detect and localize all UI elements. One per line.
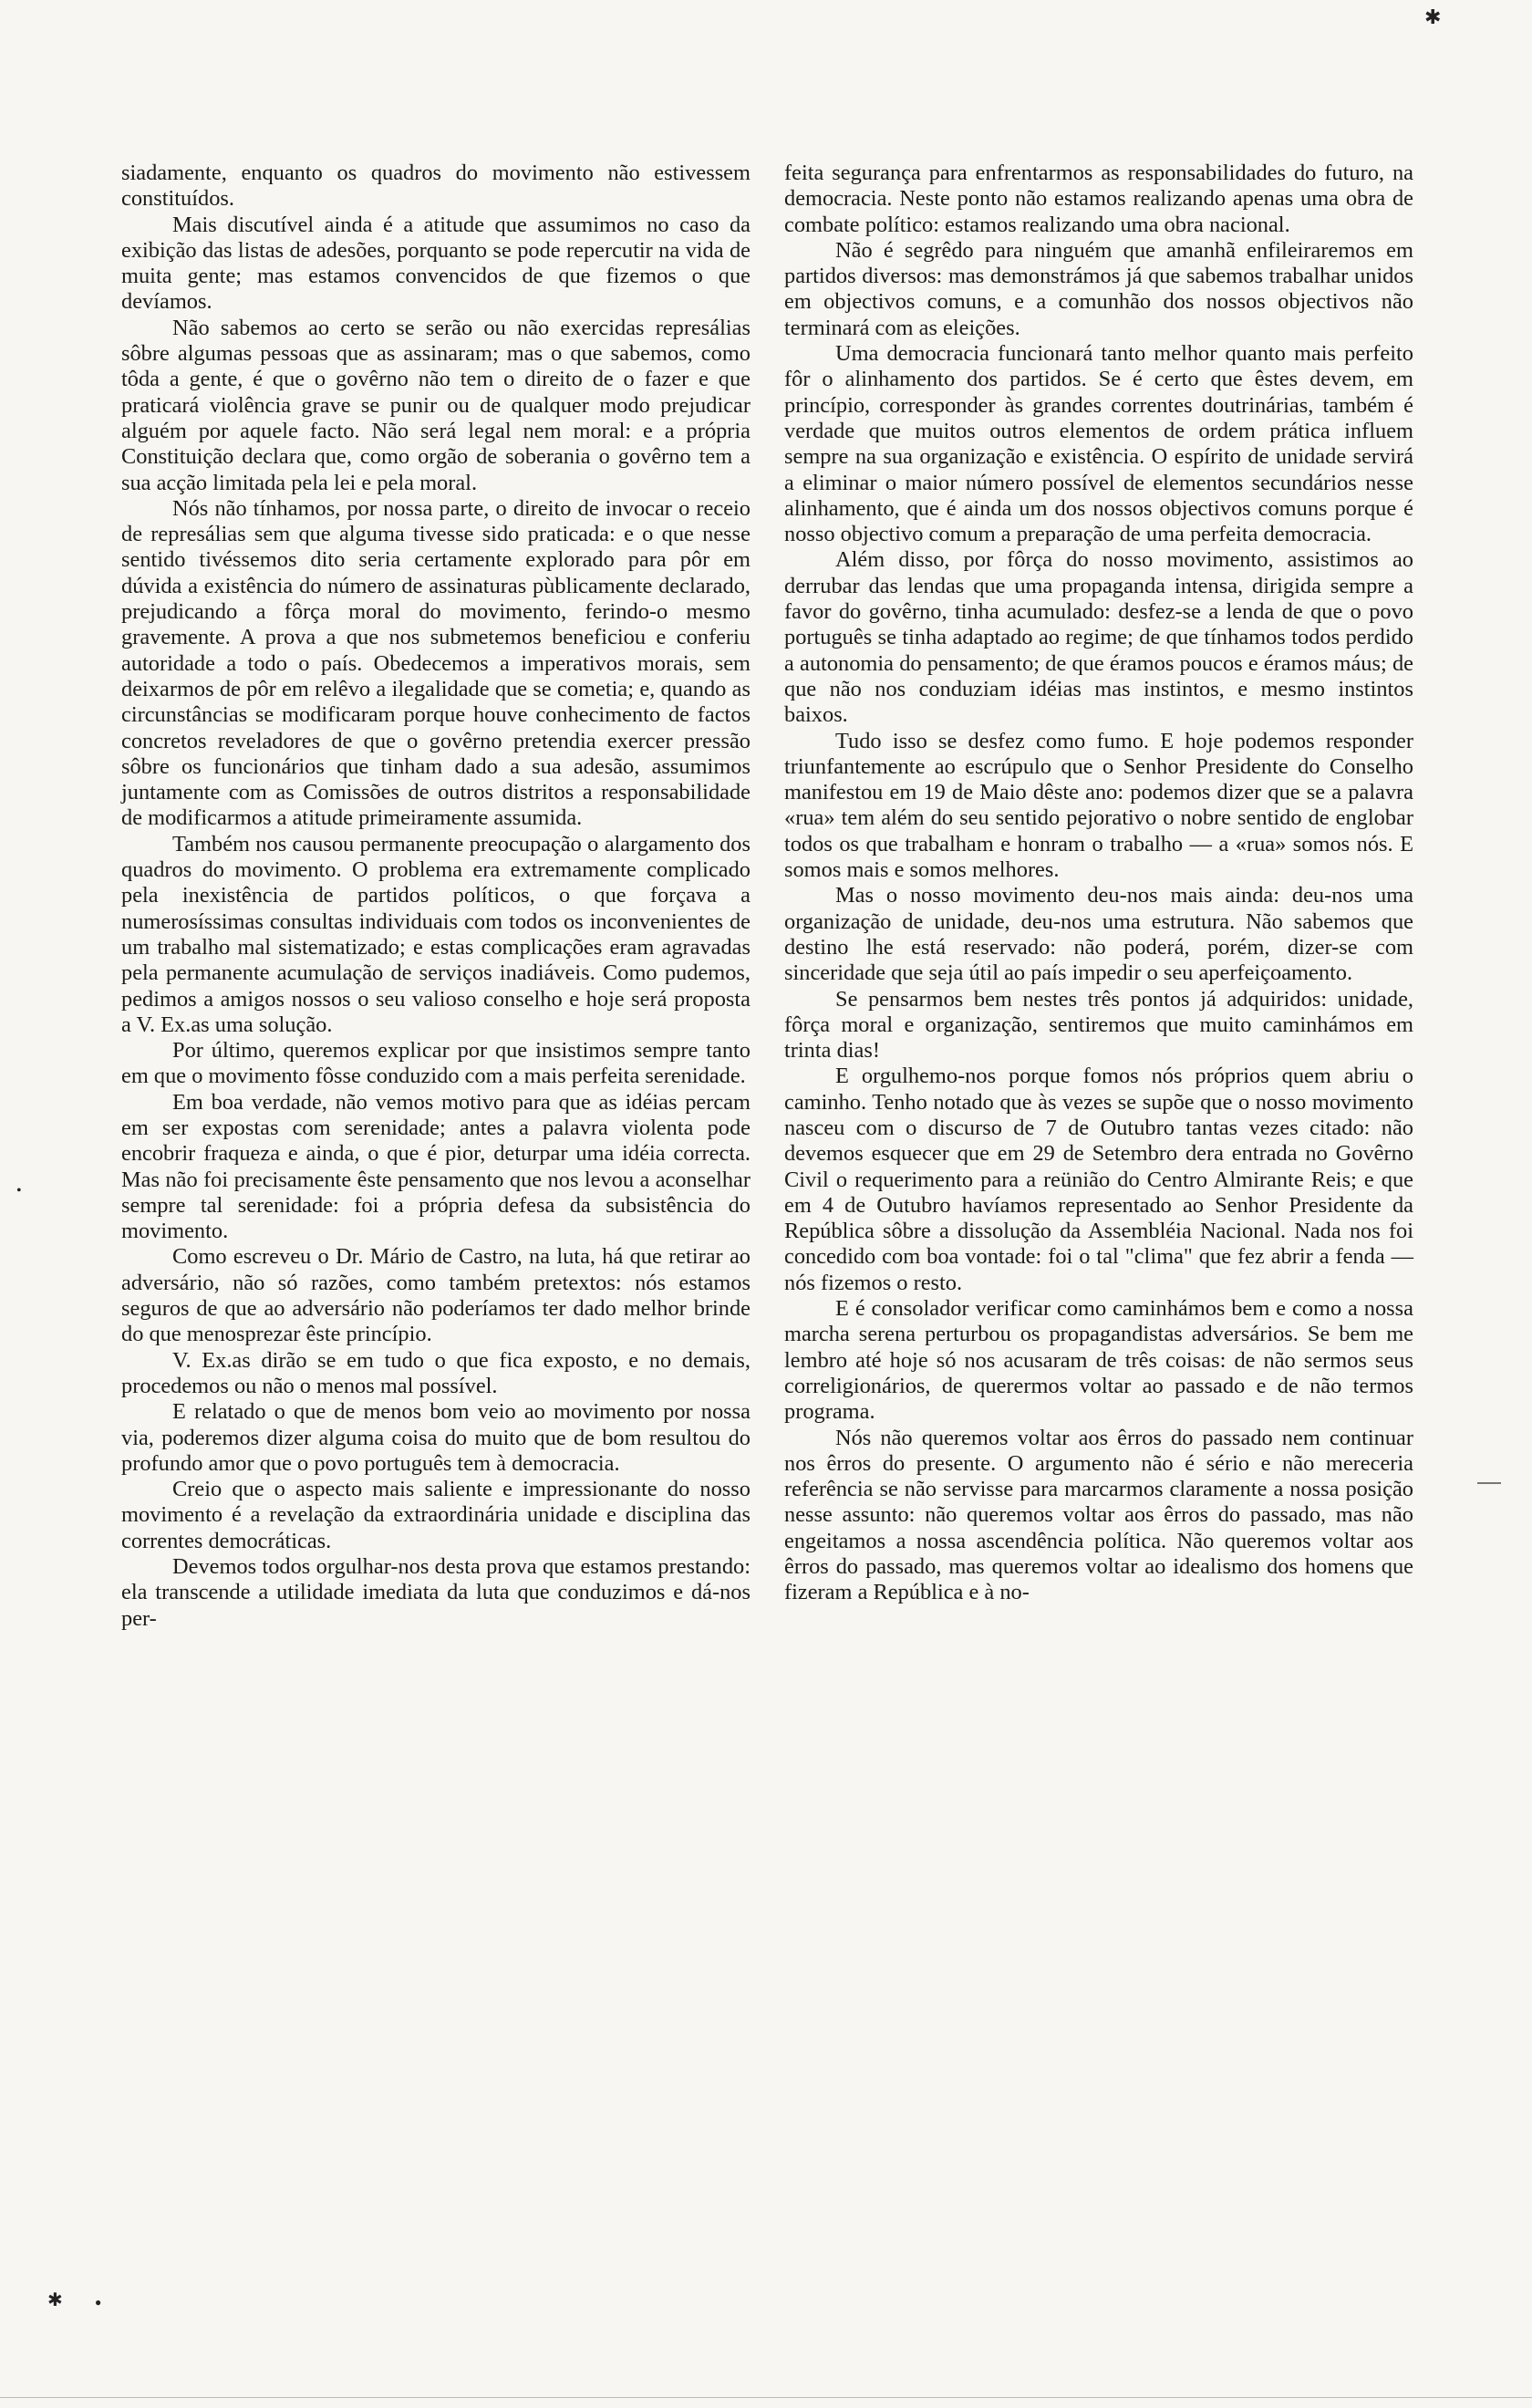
paragraph: Uma democracia funcionará tanto melhor quanto mais perfeito fôr o alinhamento dos partidos. Se é certo que êstes devem, em princípio, corresponder às grandes correntes doutrinárias, também é verdade que muitos outros elementos de ordem prática influem sempre na sua organização e existência. O espírito de unidade servirá a eliminar o maior número possível de elementos secundários nesse alinhamento, que é ainda um dos nossos objectivos comuns porque é nosso objectivo comum a preparação de uma perfeita democracia. xyxy=(784,341,1413,547)
paragraph: Como escreveu o Dr. Mário de Castro, na luta, há que retirar ao adversário, não só razões, como também pretextos: nós estamos seguros de que ao adversário não poderíamos ter dado melhor brinde do que menosprezar êste princípio. xyxy=(121,1244,750,1347)
paragraph: Além disso, por fôrça do nosso movimento, assistimos ao derrubar das lendas que uma propaganda intensa, dirigida sempre a favor do govêrno, tinha acumulado: desfez-se a lenda de que o povo português se tinha adaptado ao regime; de que tínhamos todos perdido a autonomia do pensamento; de que éramos poucos e éramos máus; de que não nos conduziam idéias mas instintos, e mesmo instintos baixos. xyxy=(784,547,1413,728)
paragraph: Não sabemos ao certo se serão ou não exercidas represálias sôbre algumas pessoas que as assinaram; mas o que sabemos, como tôda a gente, é que o govêrno não tem o direito de o fazer e que praticará violência grave se punir ou de qualquer modo prejudicar alguém por aquele facto. Não será legal nem moral: e a própria Constituição declara que, como orgão de soberania o govêrno tem a sua acção limitada pela lei e pela moral. xyxy=(121,315,750,495)
paragraph: siadamente, enquanto os quadros do movimento não estivessem constituídos. xyxy=(121,161,750,212)
paragraph: feita segurança para enfrentarmos as responsabilidades do futuro, na democracia. Neste ponto não estamos realizando apenas uma obra de combate político: estamos realizando uma obra nacional. xyxy=(784,161,1413,237)
ink-dot-icon: ● xyxy=(95,2296,102,2309)
text-column-left xyxy=(121,161,750,1632)
paragraph: Tudo isso se desfez como fumo. E hoje podemos responder triunfantemente ao escrúpulo que o Senhor Presidente do Conselho manifestou em 19 de Maio dêste ano: podemos dizer que se a palavra «rua» tem além do seu sentido pejorativo o nobre sentido de englobar todos os que trabalham e honram o trabalho — a «rua» somos nós. E somos mais e somos melhores. xyxy=(784,728,1413,883)
paragraph: Também nos causou permanente preocupação o alargamento dos quadros do movimento. O problema era extremamente complicado pela inexistência de partidos políticos, o que forçava a numerosíssimas consultas individuais com todos os inconvenientes de um trabalho mal sistematizado; e estas complicações eram agravadas pela permanente acumulação de serviços inadiáveis. Como pudemos, pedimos a amigos nossos o seu valioso conselho e hoje será proposta a V. Ex.as uma solução. xyxy=(121,831,750,1037)
page-bottom-edge xyxy=(0,2397,1532,2398)
ink-spot-icon: ✱ xyxy=(1424,5,1442,28)
ink-dot-icon: • xyxy=(16,1183,22,1199)
paragraph: V. Ex.as dirão se em tudo o que fica exposto, e no demais, procedemos ou não o menos mal possível. xyxy=(121,1347,750,1398)
paragraph: Não é segrêdo para ninguém que amanhã enfileiraremos em partidos diversos: mas demonstrámos já que sabemos trabalhar unidos em objectivos comuns, e a comunhão dos nossos objectivos não terminará com as eleições. xyxy=(784,237,1413,340)
paragraph: Creio que o aspecto mais saliente e impressionante do nosso movimento é a revelação da extraordinária unidade e disciplina das correntes democráticas. xyxy=(121,1477,750,1553)
text-column-right xyxy=(784,161,1413,1606)
paragraph: Por último, queremos explicar por que insistimos sempre tanto em que o movimento fôsse conduzido com a mais perfeita serenidade. xyxy=(121,1038,750,1089)
paragraph: Nós não tínhamos, por nossa parte, o direito de invocar o receio de represálias sem que alguma tivesse sido praticada: e o que nesse sentido tivéssemos dito seria certamente explorado para pôr em dúvida a existência do número de assinaturas pùblicamente declarado, prejudicando a fôrça moral do movimento, ferindo-o mesmo gravemente. A prova a que nos submetemos beneficiou e conferiu autoridade a todo o país. Obedecemos a imperativos morais, sem deixarmos de pôr em relêvo a ilegalidade que se cometia; e, quando as circunstâncias se modificaram porque houve conhecimento de factos concretos reveladores de que o govêrno pretendia exercer pressão sôbre os funcionários que tinham dado a sua adesão, assumimos juntamente com as Comissões de outros distritos a responsabilidade de modificarmos a atitude primeiramente assumida. xyxy=(121,495,750,831)
paragraph: Nós não queremos voltar aos êrros do passado nem continuar nos êrros do presente. O argumento não é sério e não mereceria referência se não servisse para marcarmos claramente a nossa posição nesse assunto: não queremos voltar aos êrros do passado, mas não engeitamos a nossa ascendência política. Não queremos voltar aos êrros do passado, mas queremos voltar ao idealismo dos homens que fizeram a República e à no- xyxy=(784,1425,1413,1605)
paragraph: E orgulhemo-nos porque fomos nós próprios quem abriu o caminho. Tenho notado que às vezes se supõe que o nosso movimento nasceu com o discurso de 7 de Outubro tantas vezes citado: não devemos esquecer que em 29 de Setembro dera entrada no Govêrno Civil o requerimento para a reünião do Centro Almirante Reis; e que em 4 de Outubro havíamos representado ao Senhor Presidente da República sôbre a dissolução da Assembléia Nacional. Nada nos foi concedido com boa vontade: foi o tal "clima" que fez abrir a fenda — nós fizemos o resto. xyxy=(784,1064,1413,1295)
ink-spot-icon: ✱ xyxy=(47,2290,63,2310)
paragraph: Mais discutível ainda é a atitude que assumimos no caso da exibição das listas de adesões, porquanto se pode repercutir na vida de muita gente; mas estamos convencidos de que fizemos o que devíamos. xyxy=(121,212,750,315)
paragraph: Se pensarmos bem nestes três pontos já adquiridos: unidade, fôrça moral e organização, sentiremos que muito caminhámos em trinta dias! xyxy=(784,986,1413,1064)
edge-dash-mark xyxy=(1477,1482,1501,1484)
paragraph: Mas o nosso movimento deu-nos mais ainda: deu-nos uma organização de unidade, deu-nos uma estrutura. Não sabemos que destino lhe está reservado: não poderá, porém, dizer-se com sinceridade que seja útil ao país impedir o seu aperfeiçoamento. xyxy=(784,883,1413,986)
paragraph: E relatado o que de menos bom veio ao movimento por nossa via, poderemos dizer alguma coisa do muito que de bom resultou do profundo amor que o povo português tem à democracia. xyxy=(121,1399,750,1476)
paragraph: Em boa verdade, não vemos motivo para que as idéias percam em ser expostas com serenidade; antes a palavra violenta pode encobrir fraqueza e ainda, o que é pior, deturpar uma idéia correcta. Mas não foi precisamente êste pensamento que nos levou a aconselhar sempre tal serenidade: foi a própria defesa da subsistência do movimento. xyxy=(121,1089,750,1244)
paragraph: E é consolador verificar como caminhámos bem e como a nossa marcha serena perturbou os propagandistas adversários. Se bem me lembro até hoje só nos acusaram de três coisas: de não sermos seus correligionários, de querermos voltar ao passado e de não termos programa. xyxy=(784,1296,1413,1425)
paragraph: Devemos todos orgulhar-nos desta prova que estamos prestando: ela transcende a utilidade imediata da luta que conduzimos e dá-nos per- xyxy=(121,1554,750,1631)
